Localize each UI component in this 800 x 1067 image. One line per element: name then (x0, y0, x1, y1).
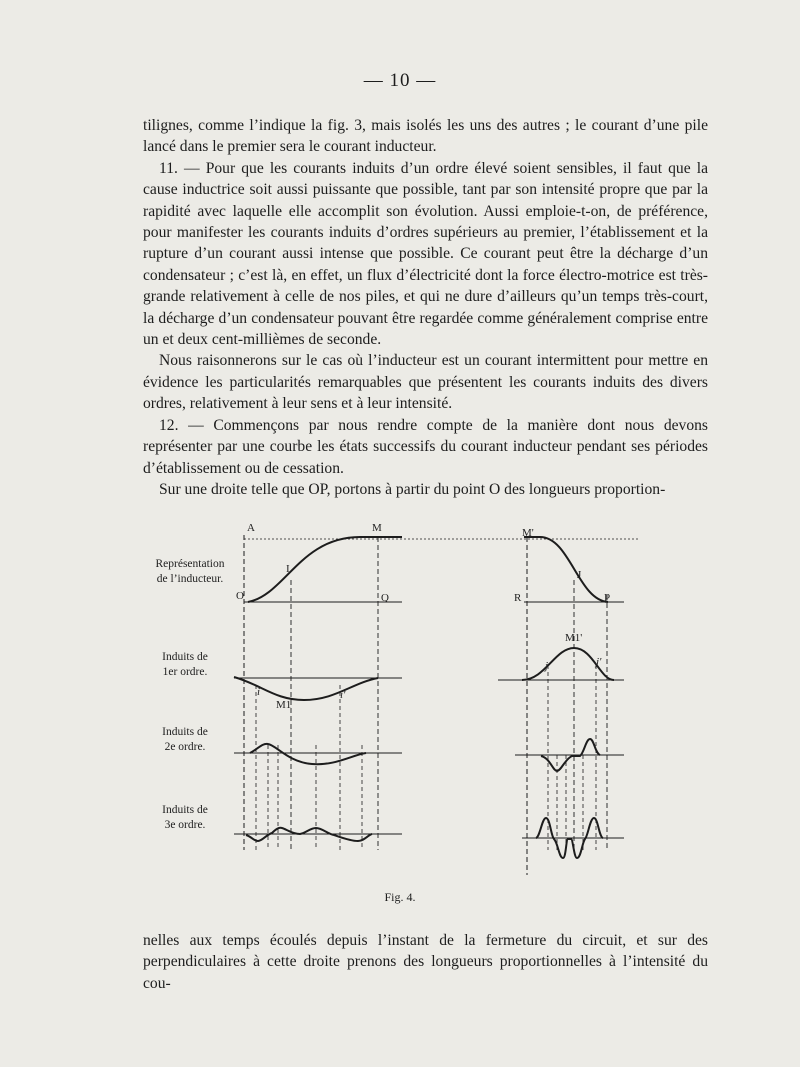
label-i: i (257, 686, 261, 698)
top-paragraph: Nous raisonnerons sur le cas où l’inducteur est un courant intermittent pour mettre en évidence les particularités remarquables que présentent les courants induits des divers ordres, relativement à leur sens et à leur intensité. (143, 352, 708, 413)
label-Q: Q (381, 592, 389, 604)
row-label-second (140, 725, 230, 755)
label-M: M (372, 522, 382, 534)
row-label-second-line2: 2e ordre. (164, 741, 206, 753)
figure-4-diagram (0, 515, 800, 915)
figure-caption: Fig. 4. (384, 890, 416, 904)
label-J: J (577, 569, 582, 581)
body-text-bottom (143, 930, 708, 994)
row-label-inducer (140, 557, 240, 587)
top-paragraph: 11. — Pour que les courants induits d’un ordre élevé soient sensibles, il faut que la cause inductrice soit aussi puissante que possible, tant par son intensité propre que par la rapidité avec laquelle elle accomplit son évolution. Aussi emploie-t-on, de préférence, pour manifester les courants induits d’ordres supérieurs au premier, l’établissement et la rupture d’un courant aussi intense que possible. Ce courant peut être la décharge d’un condensateur ; c’est là, en effet, un flux d’électricité dont la force électro-motrice est très-grande relativement à celle de nos piles, et qui ne dure d’ailleurs qu’un temps très-court, la décharge d’un condensateur pouvant être regardée comme généralement comprise entre un et deux cent-millièmes de seconde. (143, 159, 708, 349)
label-P: P (604, 592, 611, 604)
row-label-first-line1: Induits de (162, 651, 208, 663)
label-R: R (514, 592, 522, 604)
top-paragraph: 12. — Commençons par nous rendre compte de la manière dont nous devons représenter par une courbe les états successifs du courant inducteur pendant ses périodes d’établissement ou de cessation. (143, 416, 708, 477)
row-label-third-line1: Induits de (162, 804, 208, 816)
label-j: j (545, 660, 549, 672)
row-label-first (140, 650, 230, 680)
body-text-top (143, 115, 708, 500)
top-paragraph: Sur une droite telle que OP, portons à partir du point O des longueurs proportion- (159, 480, 666, 498)
inducer-rise-curve (248, 537, 402, 602)
row-label-inducer-line2: de l’inducteur. (156, 573, 224, 585)
label-M1: M1 (276, 699, 292, 711)
row-label-inducer-line1: Représentation (155, 558, 225, 570)
label-i-prime: i' (340, 689, 346, 701)
inducer-fall-curve (524, 537, 611, 604)
row-label-second-line1: Induits de (162, 726, 208, 738)
page-number: — 10 — (363, 70, 437, 91)
label-M1-prime: M1' (565, 632, 583, 644)
row-label-third (140, 803, 230, 833)
label-I: I (286, 563, 290, 575)
second-order-left-curve (250, 744, 366, 764)
row-label-first-line2: 1er ordre. (162, 666, 208, 678)
label-M-prime: M' (522, 527, 534, 539)
label-j-prime: j' (596, 656, 602, 668)
row-label-third-line2: 3e ordre. (164, 819, 206, 831)
bottom-paragraph: nelles aux temps écoulés depuis l’instant de la fermeture du circuit, et sur des perpendiculaires à cette droite prenons des longueurs proportionnelles à l’intensité du cou- (143, 932, 708, 992)
label-A: A (247, 522, 255, 534)
label-O: O (236, 590, 244, 602)
figure-4 (0, 515, 800, 915)
top-paragraph: tilignes, comme l’indique la fig. 3, mais isolés les uns des autres ; le courant d’une pile lancé dans le premier sera le courant inducteur. (143, 117, 708, 156)
